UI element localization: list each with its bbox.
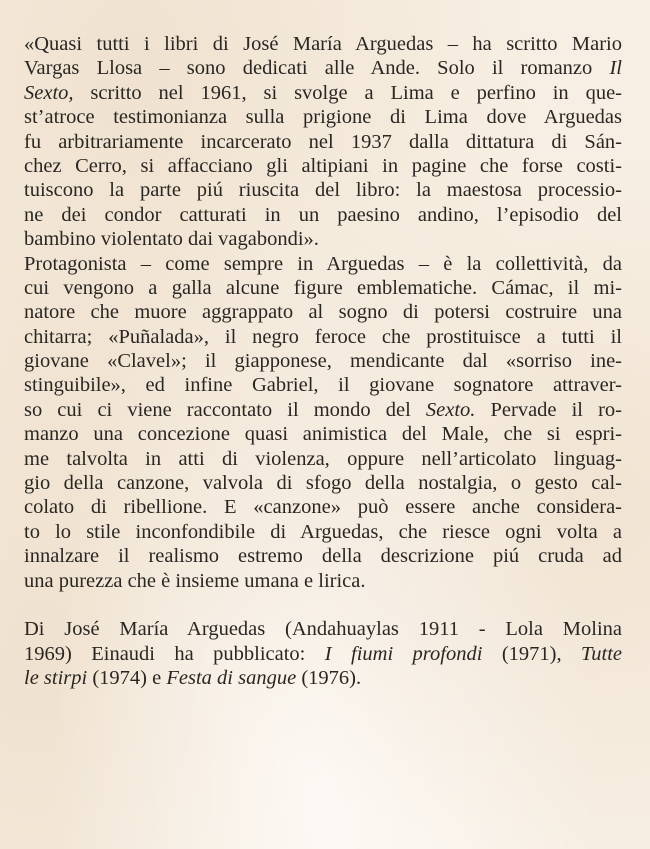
italic-title: Tutte [581,642,623,665]
text-line [24,56,622,80]
text-run: natore che muore aggrappato al sogno di potersi costruire una [24,301,622,324]
bibliography-paragraph [24,617,622,690]
text-line [24,276,622,300]
text-run: Protagonista – come sempre in Arguedas – è la collettività, da [24,252,622,275]
text-run: (1971), [482,642,582,665]
text-line [24,105,622,129]
text-run: scritto nel 1961, si svolge a Lima e perfino in que- [73,81,622,104]
text-line [24,227,622,251]
text-line [24,544,622,568]
text-line [24,154,622,178]
text-line [24,569,622,593]
text-line [24,32,622,56]
text-line [24,666,622,690]
text-line [24,422,622,446]
text-run: «Quasi tutti i libri di José María Arguedas – ha scritto Mario [24,33,622,55]
text-run: Di José María Arguedas (Andahuaylas 1911 - Lola Molina [24,618,622,641]
text-run: st’atroce testimonianza sulla prigione di Lima dove Arguedas [24,106,622,129]
text-line [24,447,622,471]
text-run: tuiscono la parte piú riuscita del libro: la maestosa processio- [24,179,622,202]
italic-title: I fiumi profondi [324,642,483,665]
text-line [24,252,622,276]
text-line [24,81,622,105]
text-run: chitarra; «Puñalada», il negro feroce che prostituisce a tutti il [24,325,622,348]
blurb-text [24,32,622,691]
italic-title: Festa di sangue [166,667,297,690]
text-run: stinguibile», ed infine Gabriel, il giovane sognatore attraver- [24,374,622,397]
text-line [24,617,622,641]
text-run: Pervade il ro- [475,398,622,421]
text-run: to lo stile inconfondibile di Arguedas, che riesce ogni volta a [24,520,622,543]
text-run: cui vengono a galla alcune figure emblematiche. Cámac, il mi- [24,276,622,299]
text-run: fu arbitrariamente incarcerato nel 1937 dalla dittatura di Sán- [24,130,622,153]
text-run: colato di ribellione. E «canzone» può essere anche considera- [24,496,622,519]
italic-title: le stirpi [24,667,88,690]
text-line [24,398,622,422]
text-run: 1969) Einaudi ha pubblicato: [24,642,325,665]
text-line [24,325,622,349]
text-line [24,203,622,227]
paragraph-gap [24,593,622,617]
text-line [24,373,622,397]
text-line [24,642,622,666]
text-run: (1976). [296,667,362,690]
text-run: gio della canzone, valvola di sfogo della nostalgia, o gesto cal- [24,472,622,495]
italic-title: Sexto, [24,81,74,104]
italic-title: Sexto. [425,398,476,421]
body-paragraph [24,252,622,593]
text-line [24,130,622,154]
text-run: chez Cerro, si affacciano gli altipiani in pagine che forse costi- [24,154,622,177]
text-line [24,520,622,544]
text-run: bambino violentato dai vagabondi». [24,228,319,251]
text-run: Vargas Llosa – sono dedicati alle Ande. Solo il romanzo [24,57,610,80]
text-line [24,178,622,202]
body-paragraph [24,32,622,252]
text-run: me talvolta in atti di violenza, oppure nell’articolato linguag- [24,447,622,470]
text-run: una purezza che è insieme umana e lirica. [24,569,366,592]
text-run: innalzare il realismo estremo della descrizione piú cruda ad [24,545,622,568]
text-run: (1974) e [87,667,167,690]
text-line [24,495,622,519]
text-run: so cui ci viene raccontato il mondo del [24,398,426,421]
text-run: giovane «Clavel»; il giapponese, mendicante dal «sorriso ine- [24,350,622,373]
text-line [24,471,622,495]
text-run: ne dei condor catturati in un paesino andino, l’episodio del [24,203,622,226]
italic-title: Il [609,57,622,80]
text-run: manzo una concezione quasi animistica del Male, che si espri- [24,423,622,446]
text-line [24,349,622,373]
text-line [24,300,622,324]
